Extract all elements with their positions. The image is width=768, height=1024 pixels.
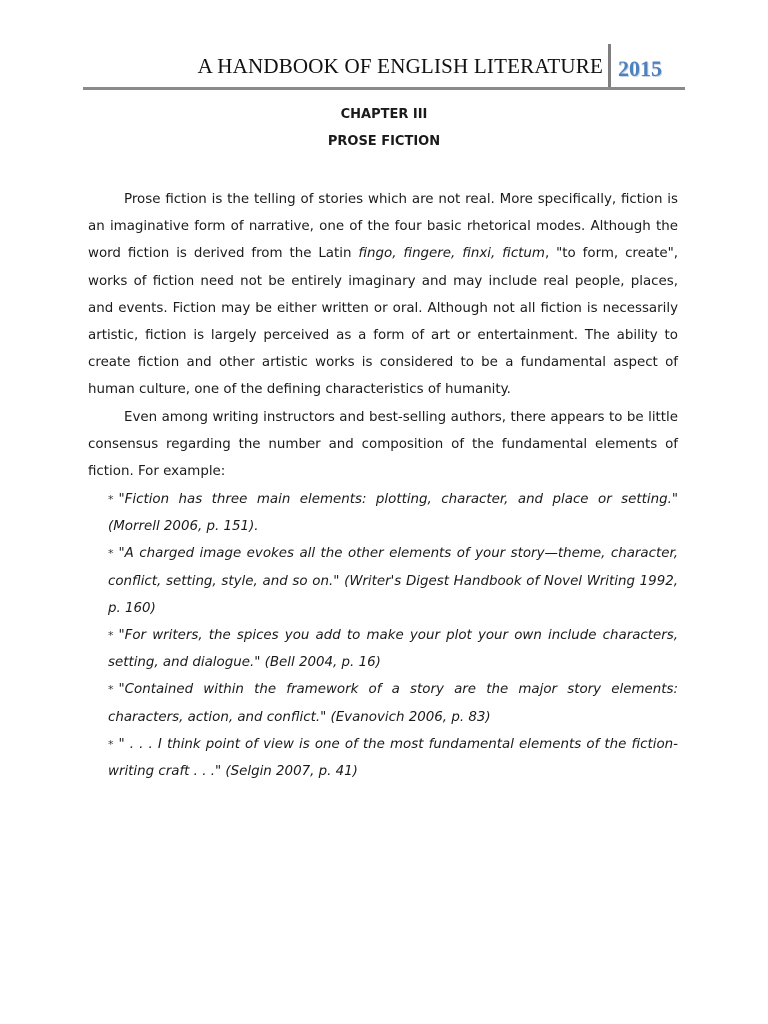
header-divider <box>608 44 611 88</box>
quote-item <box>108 540 678 622</box>
quote-item <box>108 486 678 540</box>
quote-text: "Contained within the framework of a story are the major story elements: characters, action, and conflict." (Evanovich 2006, p. 83) <box>108 682 678 725</box>
quote-text: "A charged image evokes all the other elements of your story—theme, character, conflict, setting, style, and so on." (Writer's Digest Handbook of Novel Writing 1992, p. 160) <box>108 546 678 616</box>
body-text <box>88 186 678 485</box>
quote-text: "For writers, the spices you add to make your plot your own include characters, setting, and dialogue." (Bell 2004, p. 16) <box>108 628 678 671</box>
bullet-icon: * <box>108 629 114 643</box>
bullet-icon: * <box>108 493 114 506</box>
paragraph-1-text-a: Prose fiction is the telling of stories which are not real. More specifically, fiction is an imaginative form of narrative, one of the four basic rhetorical modes. Although the word fiction is derived from the Latin <box>88 192 678 262</box>
header-year: 2015 <box>618 56 662 81</box>
latin-terms: fingo, fingere, finxi, fictum <box>358 246 545 262</box>
paragraph-1 <box>88 186 678 404</box>
quote-list <box>108 486 678 785</box>
chapter-number: CHAPTER III <box>340 107 428 122</box>
page-header <box>83 44 685 90</box>
quote-item <box>108 676 678 730</box>
paragraph-2: Even among writing instructors and best-selling authors, there appears to be little consensus regarding the number and composition of the fundamental elements of fiction. For example: <box>88 409 678 480</box>
quote-item <box>108 731 678 785</box>
bullet-icon: * <box>108 683 114 697</box>
bullet-icon: * <box>108 737 114 751</box>
quote-text: "Fiction has three main elements: plotting, character, and place or setting." (Morrell 2006, p. 151). <box>108 492 678 535</box>
chapter-title: PROSE FICTION <box>327 134 441 149</box>
paragraph-1-text-b: , "to form, create", works of fiction need not be entirely imaginary and may include real people, places, and events. Fiction may be either written or oral. Although not all fiction is necessarily artistic, fiction is largely perceived as a form of art or entertainment. The ability to create fiction and other artistic works is considered to be a fundamental aspect of human culture, one of the defining characteristics of humanity. <box>88 246 678 398</box>
quote-item <box>108 622 678 676</box>
header-rule <box>83 87 685 90</box>
book-title: A HANDBOOK OF ENGLISH LITERATURE <box>197 54 603 78</box>
quote-text: " . . . I think point of view is one of the most fundamental elements of the fiction-writing craft . . ." (Selgin 2007, p. 41) <box>108 736 678 780</box>
bullet-icon: * <box>108 547 114 561</box>
